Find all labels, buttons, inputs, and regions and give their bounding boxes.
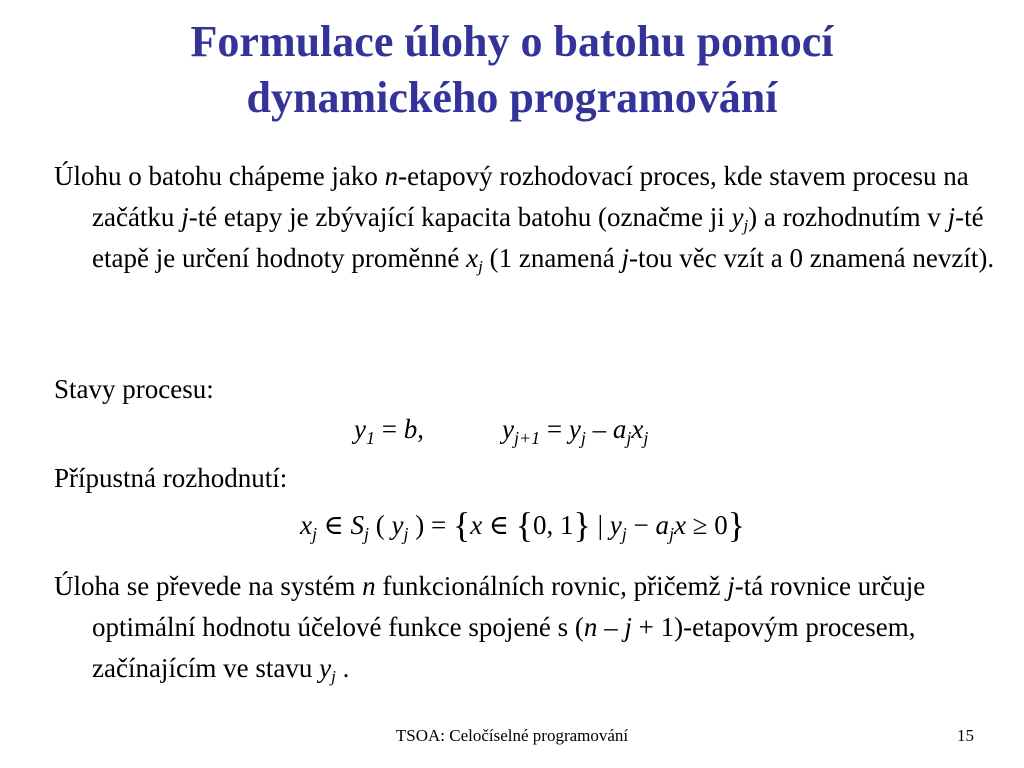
var-j: j	[624, 612, 632, 642]
var-y: y	[391, 510, 404, 540]
subscript-j: j	[643, 428, 649, 448]
var-y: y	[609, 510, 622, 540]
paragraph-recursion	[54, 566, 1012, 689]
text-run: Úloha se převede na systém	[54, 571, 363, 601]
equals-sign: =	[374, 414, 404, 444]
var-j: j	[727, 571, 735, 601]
var-b: b	[403, 414, 418, 444]
text-run: funkcionálních rovnic, přičemž	[375, 571, 728, 601]
var-y: y	[731, 202, 744, 232]
subscript-j-plus-1: j+1	[513, 428, 541, 448]
minus-sign: −	[626, 510, 656, 540]
element-of-sign: ∈	[482, 510, 516, 540]
decision-formula	[300, 505, 746, 545]
subscript-j: j	[478, 257, 483, 276]
subscript-j: j	[626, 428, 632, 448]
subscript-j: j	[580, 428, 586, 448]
binary-set: 0, 1	[533, 510, 574, 540]
left-paren: (	[369, 510, 392, 540]
text-run: .	[335, 653, 350, 683]
subscript-j: j	[331, 667, 336, 686]
left-brace: {	[452, 505, 471, 545]
geq-zero: ≥ 0	[685, 510, 728, 540]
slide-title-line-2: dynamického programování	[246, 73, 778, 122]
text-run: Úlohu o batohu chápeme jako	[54, 161, 385, 191]
subscript-j: j	[668, 524, 674, 544]
text-run: -tou věc vzít a 0 znamená nevzít).	[629, 243, 995, 273]
footer-text: TSOA: Celočíselné programování	[395, 726, 629, 745]
text-run: (1 znamená	[482, 243, 622, 273]
comma: ,	[417, 414, 424, 444]
var-x: x	[673, 510, 686, 540]
decisions-label: Přípustná rozhodnutí:	[54, 463, 288, 493]
right-brace: }	[727, 505, 746, 545]
var-j: j	[181, 202, 189, 232]
var-y: y	[319, 653, 332, 683]
right-paren-equals: ) =	[408, 510, 453, 540]
var-x: x	[470, 510, 483, 540]
var-j: j	[947, 202, 956, 232]
var-a: a	[612, 414, 627, 444]
text-run: ) a rozhodnutím v	[748, 202, 948, 232]
var-S: S	[350, 510, 364, 540]
var-j: j	[621, 243, 630, 273]
minus-sign: –	[597, 612, 625, 642]
var-x: x	[300, 510, 312, 540]
element-of-sign: ∈	[317, 510, 351, 540]
page-number: 15	[957, 726, 974, 745]
subscript-j: j	[403, 524, 409, 544]
subscript-j: j	[311, 524, 317, 544]
text-run: -té etapy je zbývající kapacita batohu (označme ji	[188, 202, 732, 232]
text-run: -tá rovnice určuje optimální hodnotu účelové funkce spojené s (	[92, 571, 926, 642]
text-run: -té etapě je určení hodnoty proměnné	[92, 202, 984, 273]
left-brace: {	[515, 505, 534, 545]
slide-title	[0, 14, 1024, 126]
state-formula	[354, 412, 648, 446]
states-label: Stavy procesu:	[54, 374, 214, 404]
text-run: + 1)-etapovým procesem, začínajícím ve stavu	[92, 612, 916, 683]
subscript-1: 1	[365, 428, 375, 448]
text-run: -etapový rozhodovací proces, kde stavem procesu na začátku	[92, 161, 969, 232]
var-y: y	[501, 414, 514, 444]
subscript-j: j	[743, 216, 749, 235]
var-x: x	[631, 414, 644, 444]
equals-sign: =	[540, 414, 569, 444]
var-y: y	[354, 414, 366, 444]
subscript-j: j	[364, 524, 370, 544]
var-n: n	[583, 612, 598, 642]
var-n: n	[384, 161, 399, 191]
var-x: x	[466, 243, 479, 273]
right-brace: }	[573, 505, 591, 545]
var-a: a	[655, 510, 669, 540]
var-n: n	[362, 571, 376, 601]
paragraph-intro	[54, 156, 1012, 279]
slide-title-line-1: Formulace úlohy o batohu pomocí	[190, 17, 834, 66]
subscript-j: j	[621, 524, 627, 544]
such-that-bar: |	[590, 510, 610, 540]
minus-sign: –	[585, 414, 613, 444]
var-y: y	[568, 414, 581, 444]
